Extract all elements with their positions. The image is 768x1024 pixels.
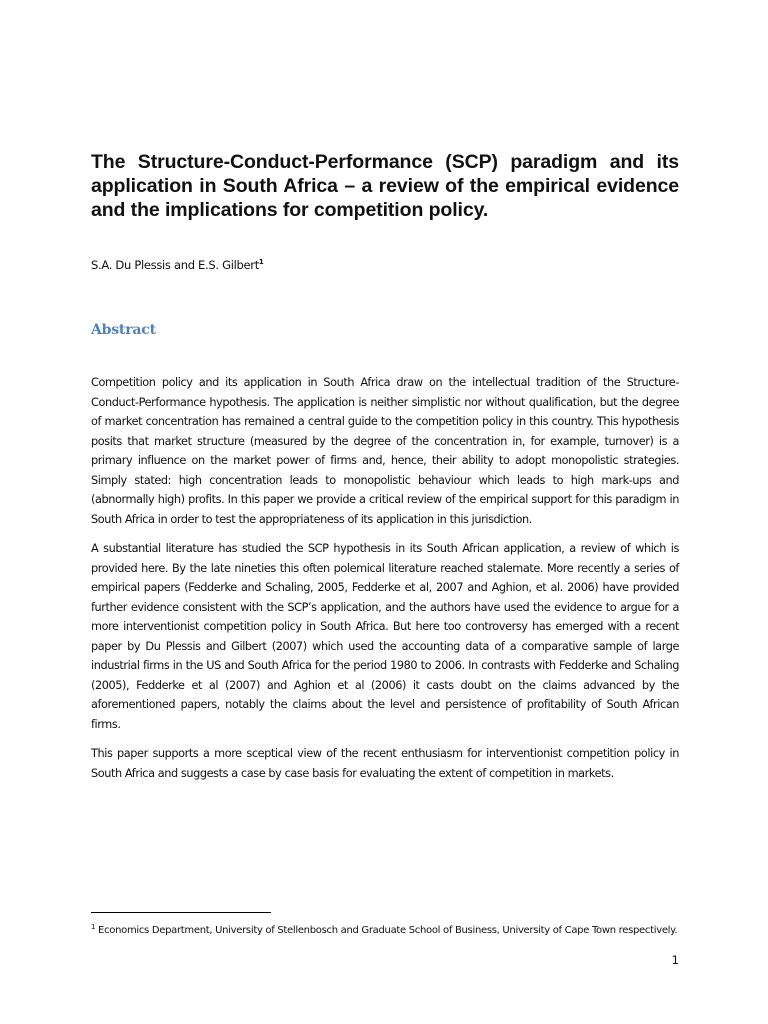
footnote-divider — [91, 912, 271, 913]
author-line — [91, 258, 263, 272]
page-number: 1 — [671, 953, 679, 967]
footnote — [91, 919, 679, 939]
abstract-paragraph-3: This paper supports a more sceptical view of the recent enthusiasm for interventionist competition policy in South Africa and suggests a case by case basis for evaluating the extent of competition in markets. — [91, 747, 679, 780]
footnote-mark: 1 — [91, 923, 96, 931]
abstract-body — [91, 373, 679, 793]
author-footnote-mark: 1 — [258, 258, 264, 266]
abstract-heading: Abstract — [91, 322, 156, 338]
document-page — [91, 0, 679, 1024]
footnote-text: Economics Department, University of Stellenbosch and Graduate School of Business, University of Cape Town respectively. — [98, 925, 678, 936]
abstract-paragraph-1: Competition policy and its application in South Africa draw on the intellectual tradition of the Structure-Conduct-Performance hypothesis. The application is neither simplistic nor without qualification, but the degree of market concentration has remained a central guide to the competition policy in this country. This hypothesis posits that market structure (measured by the degree of the concentration in, for example, turnover) is a primary influence on the market power of firms and, hence, their ability to adopt monopolistic strategies. Simply stated: high concentration leads to monopolistic behaviour which leads to high mark-ups and (abnormally high) profits. In this paper we provide a critical review of the empirical support for this paradigm in South Africa in order to test the appropriateness of its application in this jurisdiction. — [91, 376, 679, 526]
paper-title: The Structure-Conduct-Performance (SCP) paradigm and its application in South Africa – a review of the empirical evidence and the implications for competition policy. — [91, 151, 679, 221]
authors-text: S.A. Du Plessis and E.S. Gilbert — [91, 258, 259, 272]
abstract-paragraph-2: A substantial literature has studied the SCP hypothesis in its South African application, a review of which is provided here. By the late nineties this often polemical literature reached stalemate. More recently a series of empirical papers (Fedderke and Schaling, 2005, Fedderke et al, 2007 and Aghion, et al. 2006) have provided further evidence consistent with the SCP’s application, and the authors have used the evidence to argue for a more interventionist competition policy in South Africa. But here too controversy has emerged with a recent paper by Du Plessis and Gilbert (2007) which used the accounting data of a comparative sample of large industrial firms in the US and South Africa for the period 1980 to 2006. In contrasts with Fedderke and Schaling (2005), Fedderke et al (2007) and Aghion et al (2006) it casts doubt on the claims advanced by the aforementioned papers, notably the claims about the level and persistence of profitability of South African firms. — [91, 542, 679, 731]
